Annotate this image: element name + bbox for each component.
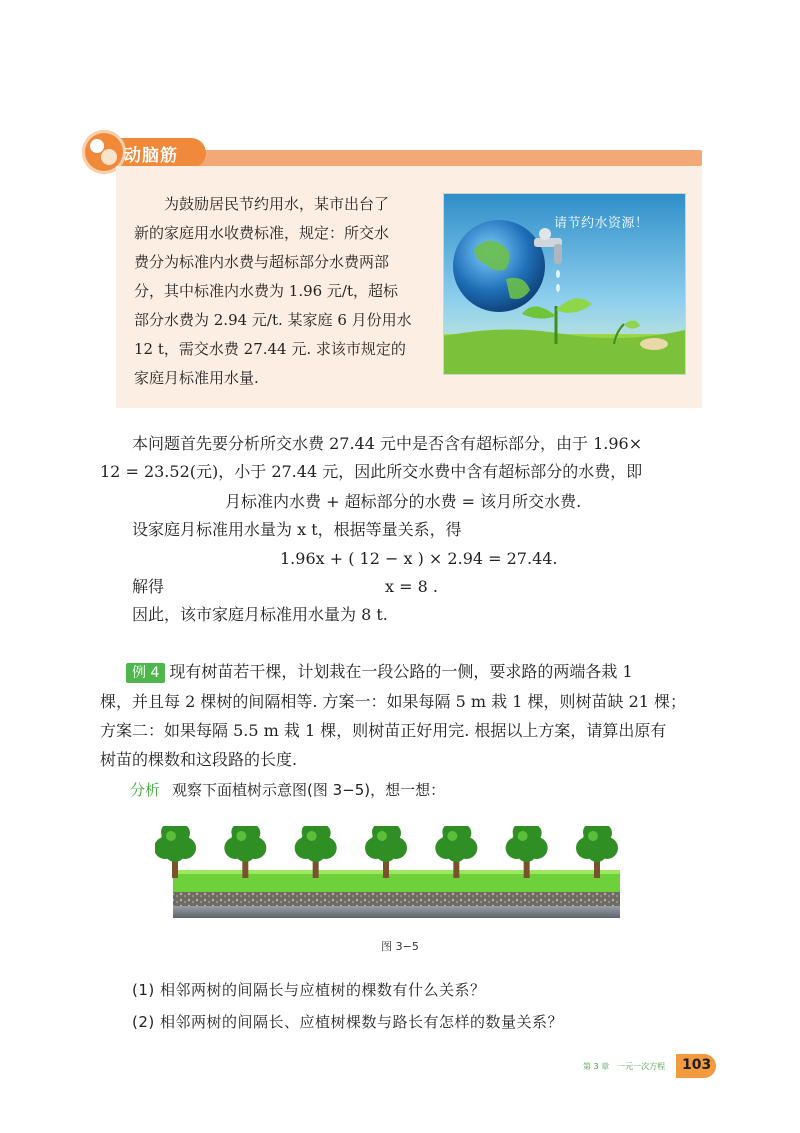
problem-line: 分，其中标准内水费为 1.96 元/t，超标 xyxy=(134,282,399,300)
curb xyxy=(173,892,620,906)
page-number-tab xyxy=(676,1054,716,1078)
analysis-text: 观察下面植树示意图(图 3−5)，想一想： xyxy=(172,781,446,799)
equation-relation: 月标准内水费 + 超标部分的水费 = 该月所交水费. xyxy=(225,492,582,511)
solution-line: 设家庭月标准用水量为 x t，根据等量关系，得 xyxy=(132,520,462,539)
figure-caption: 图 3−5 xyxy=(381,940,419,953)
tree-planting-figure xyxy=(155,826,625,920)
problem-line: 部分水费为 2.94 元/t. 某家庭 6 月份用水 xyxy=(134,311,412,329)
conclusion: 因此，该市家庭月标准用水量为 8 t. xyxy=(132,605,388,624)
solution-line: 12 = 23.52(元)，小于 27.44 元，因此所交水费中含有超标部分的水费，即 xyxy=(100,462,643,481)
analysis-label: 分析 xyxy=(130,781,161,799)
chapter-label: 第 3 章 一元一次方程 xyxy=(583,1062,666,1071)
example-badge: 例 4 xyxy=(126,663,165,683)
question-1: (1) 相邻两树的间隔长与应植树的棵数有什么关系？ xyxy=(132,981,486,999)
example-line: 棵，并且每 2 棵树的间隔相等. 方案一：如果每隔 5 m 栽 1 棵，则树苗缺 21 棵； xyxy=(100,692,687,711)
thinking-problem-text xyxy=(134,190,430,393)
problem-line: 12 t，需交水费 27.44 元. 求该市规定的 xyxy=(134,340,406,358)
equation: 1.96x + ( 12 − x ) × 2.94 = 27.44. xyxy=(280,549,558,568)
problem-line: 费分为标准内水费与超标部分水费两部 xyxy=(134,253,390,271)
road-surface xyxy=(173,906,620,918)
solve-label: 解得 xyxy=(132,577,165,596)
example-line: 树苗的棵数和这段路的长度. xyxy=(100,750,298,769)
analysis-line xyxy=(130,778,445,802)
poster-caption: 请节约水资源！ xyxy=(554,216,649,231)
problem-line: 家庭月标准用水量. xyxy=(134,369,259,387)
solution-line: 本问题首先要分析所交水费 27.44 元中是否含有超标部分，由于 1.96× xyxy=(132,434,643,453)
example-line xyxy=(126,658,706,686)
solve-result: x = 8 . xyxy=(385,577,438,596)
page-number: 103 xyxy=(682,1057,712,1073)
tree-planting-svg xyxy=(155,826,625,920)
section-title: 动脑筋 xyxy=(124,146,178,166)
example-text: 现有树苗若干棵，计划栽在一段公路的一侧，要求路的两端各栽 1 xyxy=(169,662,633,681)
problem-line: 为鼓励居民节约用水，某市出台了 xyxy=(164,195,390,213)
example-line: 方案二：如果每隔 5.5 m 栽 1 棵，则树苗正好用完. 根据以上方案，请算出原有 xyxy=(100,721,667,740)
problem-line: 新的家庭用水收费标准，规定：所交水 xyxy=(134,224,390,242)
question-2: (2) 相邻两树的间隔长、应植树棵数与路长有怎样的数量关系？ xyxy=(132,1013,564,1031)
